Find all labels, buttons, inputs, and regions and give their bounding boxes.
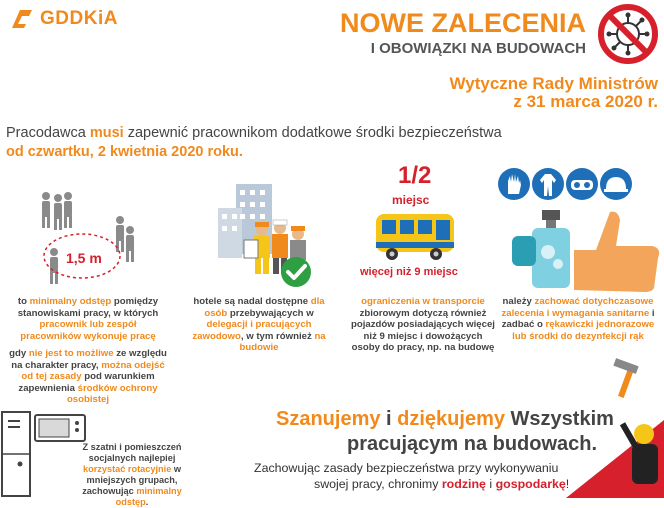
c1-t1: to	[17, 296, 30, 307]
guideline-line1: Wytyczne Rady Ministrów	[449, 74, 658, 93]
guideline-line2: z 31 marca 2020 r.	[513, 92, 658, 111]
gloves-icon	[498, 168, 530, 200]
bottom-left-text	[78, 442, 186, 508]
column2-text	[184, 296, 334, 354]
c1-t2o: pracownik lub zespół pracowników wykonuje pracę	[20, 319, 156, 342]
intro-emph-musi: musi	[89, 125, 124, 141]
footer-everyone: Wszystkim	[504, 408, 614, 430]
distance-label: 1,5 m	[66, 250, 102, 266]
c2-t1o: dla osób	[204, 296, 325, 319]
c2-t3: , w tym również	[240, 330, 315, 342]
distance-people-icon	[30, 188, 150, 288]
bus-icon	[372, 210, 458, 264]
protective-suit-icon	[532, 168, 564, 200]
c3-t1o: ograniczenia w transporcie	[361, 296, 485, 307]
f4-family: rodzinę	[441, 477, 486, 491]
c1-t3: gdy	[9, 348, 29, 359]
gddkia-logo	[10, 8, 118, 30]
capacity-places: miejsc	[392, 193, 430, 207]
column1-text	[8, 296, 168, 342]
worker-hammer-icon	[566, 360, 664, 498]
c4-t2o: rękawiczki jednorazowe lub środki do dezynfekcji rąk	[512, 319, 655, 342]
bl-t1: Z szatni i pomieszczeń socjalnych najlepiej	[82, 442, 182, 463]
c2-t3o: na budowie	[239, 330, 326, 354]
bl-t2o: minimalny odstęp	[115, 486, 182, 507]
page-title: NOWE ZALECENIA	[340, 8, 586, 38]
column1-text-2	[6, 348, 170, 406]
capacity-more-than: więcej niż 9 miejsc	[360, 266, 458, 278]
intro-text	[6, 124, 526, 162]
intro-date: od czwartku, 2 kwietnia 2020 roku.	[6, 144, 243, 160]
capacity-fraction: 1/2	[398, 162, 432, 189]
c1-t1o: minimalny odstęp	[29, 296, 112, 307]
c3-t1: zbiorowym dotyczą również pojazdów posiadających więcej niż 9 miejsc i dowożących osoby do pracy, np. na budowę	[351, 307, 495, 354]
c4-t1: należy	[502, 296, 535, 307]
footer-respect: Szanujemy	[276, 408, 381, 430]
f4-e: !	[565, 477, 570, 491]
logo-text: GDDKiA	[40, 8, 118, 29]
footer-line3: Zachowując zasady bezpieczeństwa przy wykonywaniu	[254, 461, 559, 475]
virus-prohibited-icon	[596, 2, 660, 66]
logo-mark-icon	[10, 8, 34, 30]
goggles-icon	[566, 168, 598, 200]
footer-line4	[314, 477, 569, 491]
column3-text	[350, 296, 496, 354]
c1-t3o: nie jest to możliwe	[28, 348, 114, 359]
f4-a: swojej pracy, chronimy	[314, 477, 442, 491]
sanitizer-thumbs-up-icon	[512, 206, 664, 292]
c4-t2: i zadbać o	[501, 307, 655, 331]
footer-and: i	[380, 408, 398, 430]
helmet-icon	[600, 168, 632, 200]
c2-t2o: delegacji i pracujących zawodowo	[192, 319, 312, 342]
c1-t5o: środków ochrony osobistej	[66, 382, 158, 406]
bl-t1o: korzystać rotacyjnie	[82, 464, 172, 474]
intro-part1: Pracodawca	[6, 125, 90, 141]
c2-t2: przebywających	[227, 307, 307, 319]
c2-t1: hotele są nadal dostępne	[193, 296, 311, 307]
footer-line2: pracującym na budowach.	[347, 433, 598, 455]
footer-thanks: dziękujemy	[397, 408, 505, 430]
c1-t4o: można odejść od tej zasady	[21, 359, 165, 383]
f4-c: i	[485, 477, 496, 491]
bl-t2: w mniejszych grupach, zachowując	[82, 464, 182, 496]
footer-line1	[276, 408, 614, 431]
c4-t1o: zachować dotychczasowe zalecenia i wymagania sanitarne	[501, 296, 654, 319]
microwave-icon	[34, 414, 86, 442]
f4-economy: gospodarkę	[495, 477, 566, 491]
c1-t2: pomiędzy stanowiskami pracy, w których	[17, 296, 159, 319]
bl-t3: .	[145, 497, 149, 507]
hotel-workers-icon	[210, 178, 322, 290]
column4-text	[500, 296, 656, 342]
c1-t5: pod warunkiem zapewnienia	[18, 371, 155, 394]
intro-part2: zapewnić pracownikom dodatkowe środki bezpieczeństwa	[123, 125, 502, 141]
c2-t2b: w	[306, 307, 314, 319]
c1-t4: ze względu na charakter pracy,	[11, 348, 167, 371]
page-subtitle: I OBOWIĄZKI NA BUDOWACH	[370, 40, 586, 57]
locker-icon	[0, 410, 32, 498]
